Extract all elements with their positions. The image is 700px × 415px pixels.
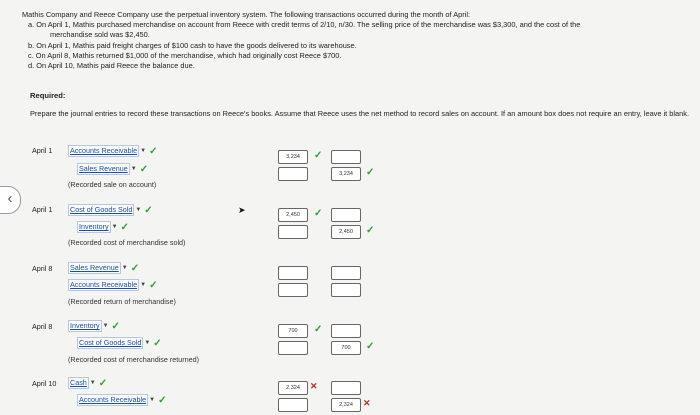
instructions-text: Prepare the journal entries to record these transactions on Reece's books. Assume that Reece uses the net method to record sales on account. If an amount box does not require an entry, leave it blank. [30,109,690,118]
debit-account-value: Inventory [70,321,100,330]
problem-item-d: d. On April 10, Mathis paid Reece the balance due. [28,61,195,71]
check-icon: ✓ [366,341,375,352]
required-label: Required: [30,91,66,100]
check-icon: ✓ [111,320,120,332]
credit-amount-input[interactable]: 3,234 [331,167,361,181]
debit-account-value: Accounts Receivable [70,146,138,155]
debit-amount-input[interactable] [278,341,308,355]
cross-icon: ✕ [310,381,318,391]
check-icon: ✓ [366,225,375,236]
credit-account-value: Sales Revenue [79,164,128,173]
credit-amount-input[interactable] [331,324,361,338]
credit-amount-input[interactable] [331,208,361,222]
credit-account-value: Accounts Receivable [79,395,147,404]
check-icon: ✓ [144,204,153,216]
check-icon: ✓ [366,167,375,178]
check-icon: ✓ [314,324,323,335]
entry-date: April 1 [32,146,53,155]
credit-account-select[interactable] [77,394,166,406]
cross-icon: ✕ [363,398,371,408]
credit-account-select[interactable] [68,279,157,291]
check-icon: ✓ [149,279,158,291]
chevron-left-icon[interactable]: ‹ [0,186,21,214]
check-icon: ✓ [314,208,323,219]
debit-account-select[interactable] [68,204,153,216]
credit-amount-input[interactable]: 2,324 [331,398,361,412]
chevron-down-icon: ▼ [144,340,151,346]
entry-memo: (Recorded cost of merchandise returned) [68,355,200,364]
chevron-down-icon: ▼ [140,148,147,154]
problem-intro: Mathis Company and Reece Company use the perpetual inventory system. The following transactions occurred during the month of April: [22,10,471,19]
debit-amount-input[interactable]: 2,450 [278,208,308,222]
chevron-down-icon: ▼ [102,323,109,329]
debit-account-select[interactable] [68,377,107,389]
check-icon: ✓ [98,377,108,389]
check-icon: ✓ [120,221,129,233]
credit-amount-input[interactable] [331,283,361,297]
chevron-down-icon: ▼ [149,397,156,403]
debit-amount-input[interactable] [278,167,308,181]
problem-item-a: a. On April 1, Mathis purchased merchandise on account from Reece with credit terms of 2/10, n/30. The selling price of the merchandise was $3,300, and the cost of the [28,20,581,30]
chevron-down-icon: ▼ [135,207,142,213]
credit-amount-input[interactable] [331,266,361,280]
problem-statement [22,10,692,71]
chevron-down-icon: ▼ [121,265,128,271]
entry-date: April 10 [32,379,57,388]
debit-account-select[interactable] [68,145,157,157]
credit-account-select[interactable] [77,163,148,175]
entry-date: April 8 [32,264,53,273]
credit-amount-input[interactable] [331,381,361,395]
credit-account-select[interactable] [77,221,129,233]
credit-amount-input[interactable]: 700 [331,341,361,355]
debit-amount-input[interactable] [278,225,308,239]
check-icon: ✓ [149,145,158,157]
chevron-down-icon: ▼ [89,380,96,386]
debit-amount-input[interactable] [278,266,308,280]
credit-amount-input[interactable] [331,150,361,164]
problem-item-c: c. On April 8, Mathis returned $1,000 of the merchandise, which had originally cost Reece $700. [28,50,342,60]
chevron-down-icon: ▼ [140,282,147,288]
check-icon: ✓ [153,337,162,349]
problem-item-b: b. On April 1, Mathis paid freight charges of $100 cash to have the goods delivered to its warehouse. [28,40,357,50]
check-icon: ✓ [130,262,140,274]
entry-memo: (Recorded return of merchandise) [68,297,176,306]
credit-amount-input[interactable]: 2,450 [331,225,361,239]
debit-amount-input[interactable] [278,398,308,412]
debit-account-value: Cash [70,378,87,387]
check-icon: ✓ [314,150,323,161]
debit-account-select[interactable] [68,262,139,274]
debit-amount-input[interactable]: 3,234 [278,150,308,164]
debit-amount-input[interactable]: 700 [278,324,308,338]
chevron-down-icon: ▼ [130,166,137,172]
debit-account-value: Sales Revenue [70,263,119,272]
mouse-cursor-icon: ➤ [238,205,246,215]
credit-account-value: Cost of Goods Sold [79,338,142,347]
debit-amount-input[interactable] [278,283,308,297]
debit-amount-input[interactable]: 2,324 [278,381,308,395]
credit-account-value: Inventory [79,222,109,231]
entry-memo: (Recorded cost of merchandise sold) [68,238,186,247]
entry-date: April 1 [32,205,53,214]
debit-account-select[interactable] [68,320,120,332]
chevron-down-icon: ▼ [111,224,118,230]
credit-account-value: Accounts Receivable [70,280,138,289]
check-icon: ✓ [158,394,167,406]
check-icon: ✓ [139,163,149,175]
debit-account-value: Cost of Goods Sold [70,205,133,214]
problem-item-a-cont: merchandise sold was $2,450. [50,30,150,40]
entry-memo: (Recorded sale on account) [68,180,157,189]
credit-account-select[interactable] [77,337,162,349]
entry-date: April 8 [32,322,53,331]
